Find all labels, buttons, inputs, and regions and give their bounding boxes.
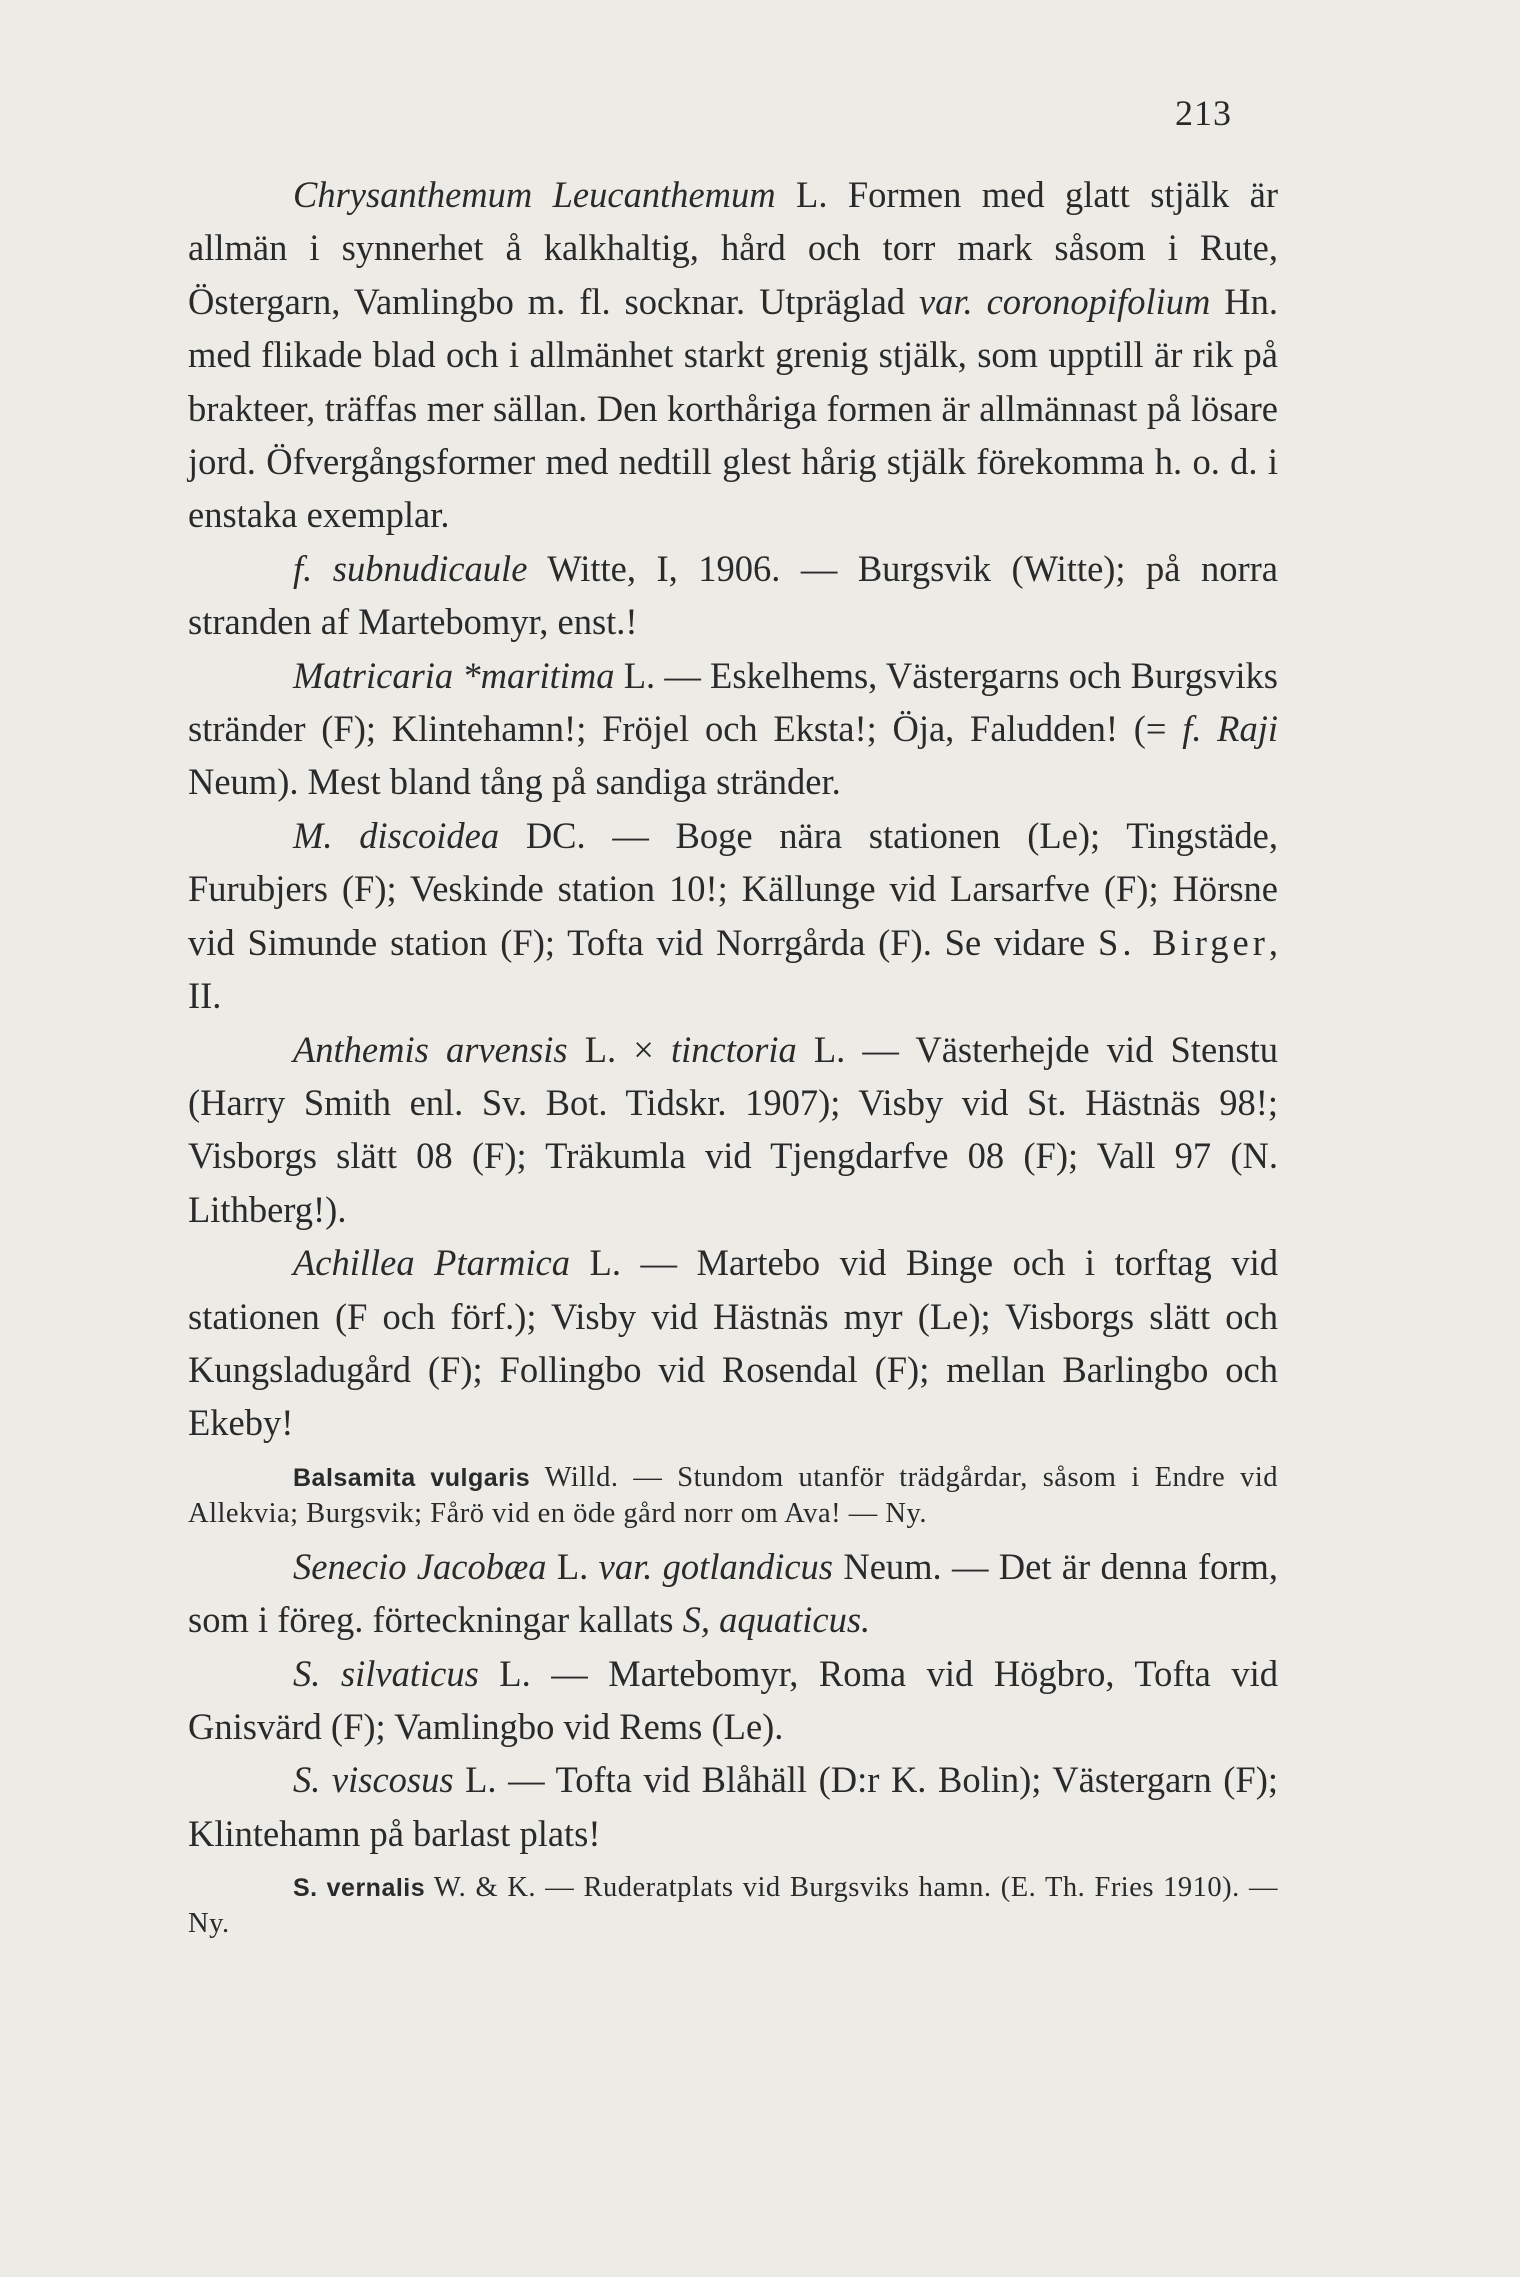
paragraph-silvaticus <box>188 1647 1278 1754</box>
taxon-name: Matricaria *maritima <box>293 654 615 696</box>
text-run: L. — Martebo vid Binge och i torftag vid stationen (F och förf.); Visby vid Hästnäs myr (Le); Visborgs slätt och Kungsladugård (F); Follingbo vid Rosendal (F); mellan Barlingbo och Ekeby! <box>188 1242 1278 1444</box>
paragraph-viscosus <box>188 1753 1278 1860</box>
taxon-name: var. coronopifolium <box>918 280 1211 322</box>
text-run: Neum). Mest bland tång på sandiga stränder. <box>188 761 841 803</box>
taxon-name: Anthemis arvensis <box>293 1028 568 1070</box>
page-body <box>188 168 1278 1950</box>
taxon-name: tinctoria <box>671 1028 797 1070</box>
paragraph-subnudicaule <box>188 542 1278 649</box>
taxon-name: S. vernalis <box>293 1874 426 1903</box>
taxon-name: var. gotlandicus <box>598 1545 834 1587</box>
text-run: S. Birger <box>1098 921 1269 963</box>
text-run: L. — Martebomyr, Roma vid Högbro, Tofta vid Gnisvärd (F); Vamlingbo vid Rems (Le). <box>188 1652 1278 1747</box>
text-run: L. — Tofta vid Blåhäll (D:r K. Bolin); Västergarn (F); Klintehamn på barlast plats! <box>188 1759 1279 1854</box>
taxon-name: S. viscosus <box>293 1759 454 1801</box>
text-run: L. — Västerhejde vid Stenstu (Harry Smith enl. Sv. Bot. Tidskr. 1907); Visby vid St. Hästnäs 98!; Visborgs slätt 08 (F); Träkumla vid Tjengdarfve 08 (F); Vall 97 (N. Lithberg!). <box>188 1028 1278 1230</box>
paragraph-balsamita <box>188 1460 1278 1532</box>
paragraph-matricaria <box>188 649 1278 809</box>
text-run: Neum. — Det är denna form, som i föreg. förteckningar kallats <box>188 1545 1279 1641</box>
paragraph-achillea <box>188 1236 1278 1450</box>
taxon-name: Senecio Jacobæa <box>293 1545 547 1587</box>
taxon-name: Balsamita vulgaris <box>293 1463 531 1492</box>
text-run: L. Formen med glatt stjälk är allmän i synnerhet å kalkhaltig, hård och torr mark såsom i Rute, Östergarn, Vamlingbo m. fl. socknar. Utpräglad <box>188 174 1278 322</box>
paragraph-vernalis <box>188 1870 1278 1942</box>
taxon-name: S. silvaticus <box>293 1652 479 1694</box>
text-run: Willd. — Stundom utanför trädgårdar, såsom i Endre vid Allekvia; Burgsvik; Fårö vid en öde gård norr om Ava! — Ny. <box>188 1461 1278 1529</box>
paragraph-senecio-jacobaea <box>188 1540 1278 1647</box>
taxon-name: Achillea Ptarmica <box>293 1242 570 1284</box>
taxon-name: f. subnudicaule <box>293 547 528 589</box>
paragraph-chrysanthemum <box>188 168 1278 542</box>
taxon-name: f. Raji <box>1182 708 1278 750</box>
paragraph-anthemis <box>188 1023 1278 1237</box>
text-run: DC. — Boge nära stationen (Le); Tingstäde, Furubjers (F); Veskinde station 10!; Källunge vid Larsarfve (F); Hörsne vid Simunde station (F); Tofta vid Norrgårda (F). Se vidare <box>188 814 1278 963</box>
page-number: 213 <box>1175 93 1232 133</box>
text-run: L. <box>546 1545 599 1587</box>
text-run: Hn. med flikade blad och i allmänhet starkt grenig stjälk, som upptill är rik på brakteer, träffas mer sällan. Den korthåriga formen är allmännast på lösare jord. Öfvergångsformer med nedtill glest hårig stjälk förekomma h. o. d. i enstaka exemplar. <box>188 280 1278 536</box>
text-run: L. — Eskelhems, Västergarns och Burgsviks stränder (F); Klintehamn!; Fröjel och Eksta!; Öja, Faludden! (= <box>188 654 1278 750</box>
text-run: Witte, I, 1906. — Burgsvik (Witte); på norra stranden af Martebomyr, enst.! <box>188 547 1279 643</box>
taxon-name: Chrysanthemum Leucanthemum <box>293 174 776 215</box>
text-run: , II. <box>188 921 1278 1017</box>
text-run: W. & K. — Ruderatplats vid Burgsviks hamn. (E. Th. Fries 1910). — Ny. <box>188 1872 1278 1940</box>
taxon-name: M. discoidea <box>293 814 500 856</box>
taxon-name: S, aquaticus. <box>682 1599 871 1641</box>
text-run: L. × <box>567 1028 671 1070</box>
paragraph-discoidea <box>188 809 1278 1023</box>
